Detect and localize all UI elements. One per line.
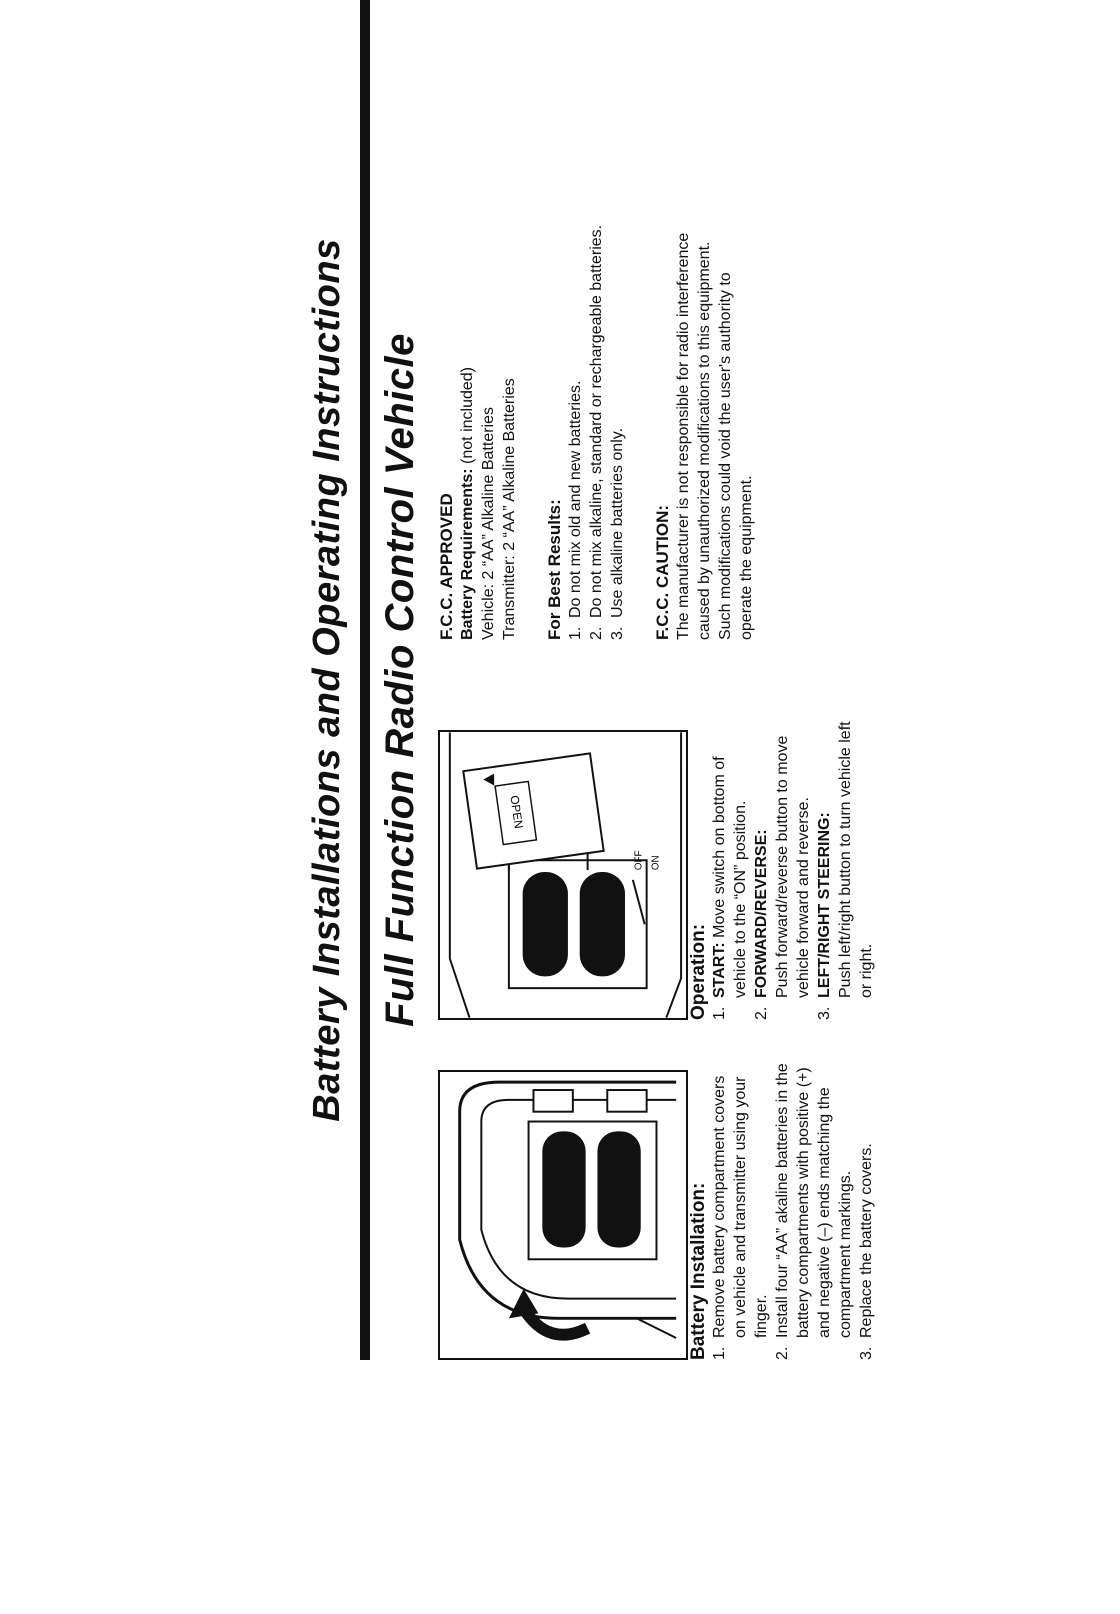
vehicle-battery-illustration — [438, 730, 688, 1020]
list-item: 2. FORWARD/REVERSE: Push forward/reverse button to move vehicle forward and reverse. — [753, 735, 812, 1020]
list-item: 3. Use alkaline batteries only. — [609, 427, 626, 640]
best-results-list — [565, 220, 628, 640]
list-item: 2. Install four “AA” akaline batteries in the battery compartments with positive (+) and negative (–) ends matching the compartment markings. — [774, 1063, 854, 1360]
fcc-caution-heading: F.C.C. CAUTION: — [653, 504, 672, 640]
list-item: 1. Remove battery compartment covers on vehicle and transmitter using your finger. — [711, 1075, 770, 1360]
operation-column — [438, 720, 877, 1020]
transmitter-battery-illustration — [438, 1070, 688, 1360]
list-item: 3. LEFT/RIGHT STEERING: Push left/right button to turn vehicle left or right. — [816, 721, 875, 1020]
page-title: Battery Installations and Operating Instructions — [306, 238, 348, 1122]
page-subtitle: Full Function Radio Control Vehicle — [378, 333, 422, 1027]
list-item: 1. Do not mix old and new batteries. — [567, 380, 584, 640]
list-item: 2. Do not mix alkaline, standard or rechargeable batteries. — [588, 224, 605, 640]
battery-installation-column — [438, 1060, 877, 1360]
switch-off-label: OFF — [633, 850, 645, 871]
vehicle-battery-line: Vehicle: 2 “AA” Alkaline Batteries — [480, 406, 497, 640]
battery-requirements: Battery Requirements: (not included) — [459, 366, 476, 640]
list-item: 1. START: Move switch on bottom of vehicle to the “ON” position. — [711, 756, 749, 1020]
battery-installation-steps — [709, 1060, 877, 1360]
rotated-instruction-sheet — [300, 0, 1120, 1360]
operation-steps — [709, 720, 877, 1020]
fcc-approved-heading: F.C.C. APPROVED — [437, 493, 456, 640]
list-item: 3. Replace the battery covers. — [858, 1143, 875, 1360]
transmitter-battery-drawing — [440, 1072, 686, 1358]
fcc-caution-text: The manufacturer is not responsible for radio interference caused by unauthorized modifications to this equipment. Such modifications could void the user's authority to operate the equipment. — [675, 232, 755, 640]
operation-heading: Operation: — [688, 923, 709, 1020]
title-divider — [360, 0, 370, 1360]
switch-on-label: ON — [650, 855, 662, 871]
vehicle-battery-drawing — [440, 732, 686, 1018]
battery-installation-heading: Battery Installation: — [688, 1182, 709, 1360]
open-label: OPEN — [507, 794, 526, 830]
best-results-heading: For Best Results: — [545, 499, 564, 640]
fcc-column — [436, 220, 757, 640]
transmitter-battery-line: Transmitter: 2 “AA” Alkaline Batteries — [501, 378, 518, 640]
